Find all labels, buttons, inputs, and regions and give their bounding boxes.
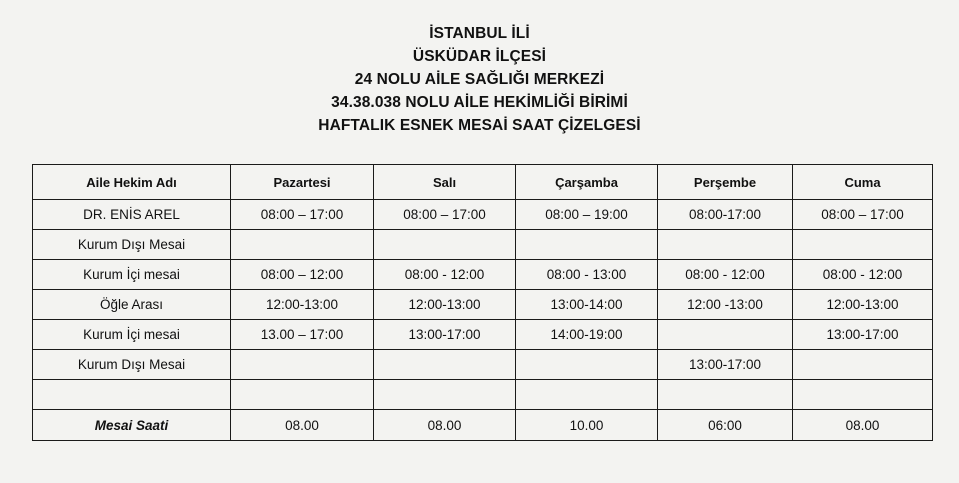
total-hours-cell: 06:00 (658, 410, 793, 441)
header-row (33, 165, 933, 200)
column-header-friday: Cuma (793, 165, 933, 200)
table-cell (793, 230, 933, 260)
row-label: DR. ENİS AREL (33, 200, 231, 230)
district-title: ÜSKÜDAR İLÇESİ (412, 48, 547, 65)
total-hours-row (33, 410, 933, 441)
unit-title: 34.38.038 NOLU AİLE HEKİMLİĞİ BİRİMİ (331, 94, 628, 111)
table-cell: 08:00 – 17:00 (231, 200, 374, 230)
total-hours-cell: 08.00 (374, 410, 516, 441)
table-cell: 08:00 – 19:00 (516, 200, 658, 230)
schedule-title: HAFTALIK ESNEK MESAİ SAAT ÇİZELGESİ (318, 117, 641, 134)
row-label: Kurum İçi mesai (33, 320, 231, 350)
table-cell: 13:00-17:00 (793, 320, 933, 350)
total-hours-label: Mesai Saati (33, 410, 231, 441)
table-cell (516, 230, 658, 260)
province-title: İSTANBUL İLİ (429, 25, 530, 42)
table-row (33, 320, 933, 350)
table-row (33, 350, 933, 380)
table-cell: 08:00 – 17:00 (793, 200, 933, 230)
table-cell (231, 380, 374, 410)
table-cell: 08:00 – 12:00 (231, 260, 374, 290)
total-hours-cell: 08.00 (231, 410, 374, 441)
table-cell: 08:00 - 13:00 (516, 260, 658, 290)
table-cell (374, 230, 516, 260)
table-cell (231, 350, 374, 380)
table-cell (516, 380, 658, 410)
table-cell (658, 230, 793, 260)
table-cell (516, 350, 658, 380)
table-cell (793, 350, 933, 380)
table-cell: 12:00 -13:00 (658, 290, 793, 320)
document-header (0, 22, 959, 137)
row-label (33, 380, 231, 410)
table-cell (793, 380, 933, 410)
row-label: Kurum Dışı Mesai (33, 350, 231, 380)
table-cell: 12:00-13:00 (374, 290, 516, 320)
row-label: Kurum Dışı Mesai (33, 230, 231, 260)
table-cell: 08:00 - 12:00 (374, 260, 516, 290)
column-header-tuesday: Salı (374, 165, 516, 200)
table-row (33, 260, 933, 290)
row-label: Öğle Arası (33, 290, 231, 320)
table-cell: 12:00-13:00 (793, 290, 933, 320)
table-cell (658, 380, 793, 410)
table-cell: 13.00 – 17:00 (231, 320, 374, 350)
total-hours-cell: 08.00 (793, 410, 933, 441)
table-row-empty (33, 380, 933, 410)
table-cell: 14:00-19:00 (516, 320, 658, 350)
table-cell: 13:00-17:00 (658, 350, 793, 380)
table-cell: 08:00-17:00 (658, 200, 793, 230)
health-center-title: 24 NOLU AİLE SAĞLIĞI MERKEZİ (354, 71, 605, 88)
row-label: Kurum İçi mesai (33, 260, 231, 290)
table-row (33, 200, 933, 230)
table-cell: 13:00-17:00 (374, 320, 516, 350)
table-cell: 08:00 - 12:00 (658, 260, 793, 290)
column-header-thursday: Perşembe (658, 165, 793, 200)
table-cell: 08:00 – 17:00 (374, 200, 516, 230)
table-cell (374, 350, 516, 380)
table-cell: 13:00-14:00 (516, 290, 658, 320)
column-header-wednesday: Çarşamba (516, 165, 658, 200)
table-cell: 12:00-13:00 (231, 290, 374, 320)
table-cell (374, 380, 516, 410)
table-cell (658, 320, 793, 350)
total-hours-cell: 10.00 (516, 410, 658, 441)
column-header-monday: Pazartesi (231, 165, 374, 200)
table-cell: 08:00 - 12:00 (793, 260, 933, 290)
table-cell (231, 230, 374, 260)
column-header-physician: Aile Hekim Adı (33, 165, 231, 200)
schedule-table (32, 164, 933, 441)
table-row (33, 230, 933, 260)
table-row (33, 290, 933, 320)
